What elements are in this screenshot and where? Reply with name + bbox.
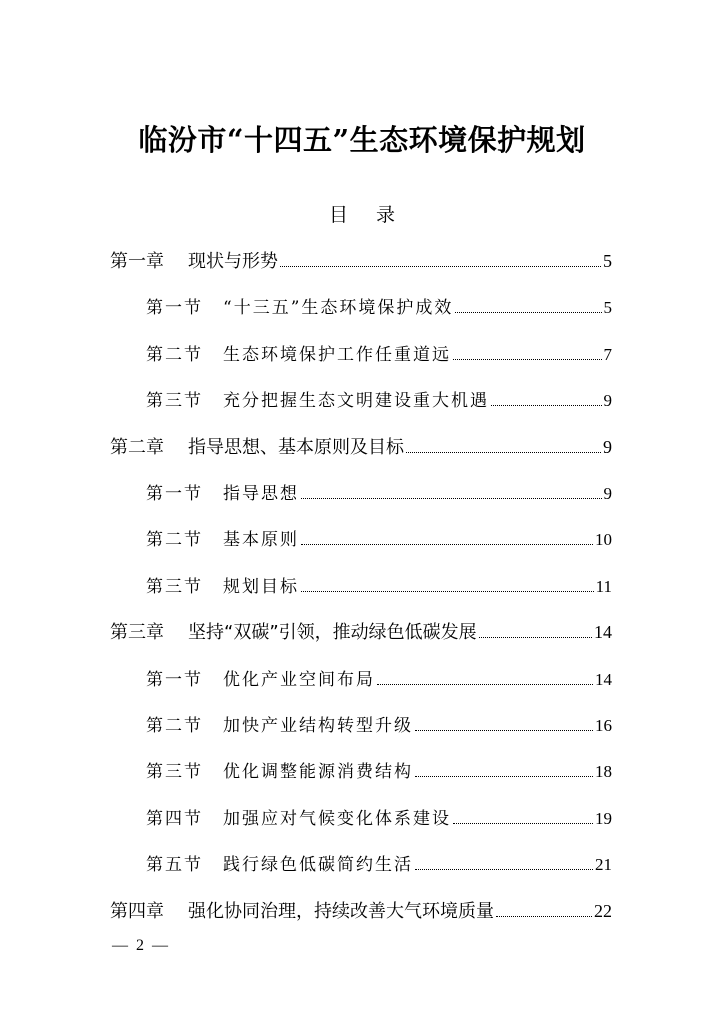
toc-heading: 目 录 <box>328 204 396 226</box>
toc-entry-title: 优化产业空间布局 <box>223 669 375 690</box>
toc-entry-page: 9 <box>603 436 612 457</box>
page-number-footer: — 2 — <box>112 937 170 954</box>
toc-entry-number: 第五节 <box>146 855 203 876</box>
toc-entry-number: 第三节 <box>146 391 203 412</box>
toc-entry-page: 21 <box>595 855 612 875</box>
toc-entry-title: 现状与形势 <box>188 251 278 272</box>
toc-entry-title: 规划目标 <box>223 576 299 597</box>
toc-dot-leader <box>415 869 593 870</box>
toc-entry-title: 优化调整能源消费结构 <box>223 762 413 783</box>
toc-section-entry[interactable] <box>146 711 612 739</box>
toc-entry-number: 第二节 <box>146 530 203 551</box>
toc-entry-page: 16 <box>595 716 612 735</box>
toc-entry-title: 加快产业结构转型升级 <box>223 716 413 736</box>
toc-entry-number: 第二节 <box>146 716 203 736</box>
toc-section-entry[interactable] <box>146 804 612 832</box>
toc-section-entry[interactable] <box>146 572 612 600</box>
toc-entry-title: 生态环境保护工作任重道远 <box>223 344 451 365</box>
toc-entry-number: 第三章 <box>110 622 164 644</box>
toc-entry-title: 基本原则 <box>223 530 299 551</box>
document-title: 临汾市“十四五”生态环境保护规划 <box>138 123 586 157</box>
toc-section-entry[interactable] <box>146 340 612 368</box>
toc-entry-page: 9 <box>603 391 612 411</box>
toc-section-entry[interactable] <box>146 665 612 693</box>
toc-chapter-entry[interactable] <box>110 433 612 461</box>
toc-entry-page: 7 <box>603 344 612 364</box>
toc-dot-leader <box>491 405 602 406</box>
toc-section-entry[interactable] <box>146 479 612 507</box>
toc-entry-page: 18 <box>595 762 612 782</box>
toc-entry-number: 第三节 <box>146 576 203 597</box>
toc-entry-page: 14 <box>594 622 612 643</box>
toc-entry-page: 22 <box>594 900 612 921</box>
toc-dot-leader <box>479 637 592 638</box>
toc-entry-title: 强化协同治理，持续改善大气环境质量 <box>188 900 494 922</box>
toc-dot-leader <box>301 591 594 592</box>
toc-chapter-entry[interactable] <box>110 618 612 646</box>
toc-entry-page: 5 <box>603 251 612 271</box>
toc-dot-leader <box>453 823 593 824</box>
toc-entry-number: 第四节 <box>146 808 203 829</box>
toc-entry-title: 指导思想 <box>223 484 299 504</box>
toc-dot-leader <box>455 312 601 313</box>
toc-entry-page: 14 <box>595 669 612 689</box>
toc-entry-number: 第四章 <box>110 900 164 922</box>
toc-entry-page: 9 <box>603 484 612 503</box>
toc-dot-leader <box>301 498 602 499</box>
toc-section-entry[interactable] <box>146 850 612 878</box>
toc-entry-title: 充分把握生态文明建设重大机遇 <box>223 391 489 412</box>
toc-entry-number: 第一章 <box>110 251 164 272</box>
toc-dot-leader <box>406 452 601 453</box>
toc-section-entry[interactable] <box>146 293 612 321</box>
toc-entry-page: 5 <box>603 298 612 318</box>
toc-dot-leader <box>415 730 593 731</box>
toc-section-entry[interactable] <box>146 386 612 414</box>
toc-entry-title: 坚持“双碳”引领，推动绿色低碳发展 <box>188 622 477 644</box>
toc-chapter-entry[interactable] <box>110 897 612 925</box>
toc-entry-number: 第一节 <box>146 298 203 319</box>
toc-entry-title: 践行绿色低碳简约生活 <box>223 855 413 876</box>
toc-section-entry[interactable] <box>146 525 612 553</box>
toc-entry-page: 19 <box>595 808 612 828</box>
toc-entry-number: 第一节 <box>146 669 203 690</box>
toc-chapter-entry[interactable] <box>110 247 612 275</box>
toc-section-entry[interactable] <box>146 757 612 785</box>
toc-entry-title: “十三五”生态环境保护成效 <box>223 298 454 319</box>
toc-entry-title: 指导思想、基本原则及目标 <box>188 436 404 458</box>
toc-dot-leader <box>280 266 601 267</box>
toc-entry-page: 11 <box>595 576 612 596</box>
toc-dot-leader <box>415 776 593 777</box>
toc-dot-leader <box>496 916 592 917</box>
toc-dot-leader <box>301 544 593 545</box>
toc-dot-leader <box>453 359 602 360</box>
toc-entry-number: 第二章 <box>110 436 164 458</box>
toc-dot-leader <box>377 684 593 685</box>
toc-entry-number: 第二节 <box>146 344 203 365</box>
toc-entry-page: 10 <box>595 530 612 550</box>
toc-entry-title: 加强应对气候变化体系建设 <box>223 808 451 829</box>
toc-entry-number: 第一节 <box>146 484 203 504</box>
toc-entry-number: 第三节 <box>146 762 203 783</box>
